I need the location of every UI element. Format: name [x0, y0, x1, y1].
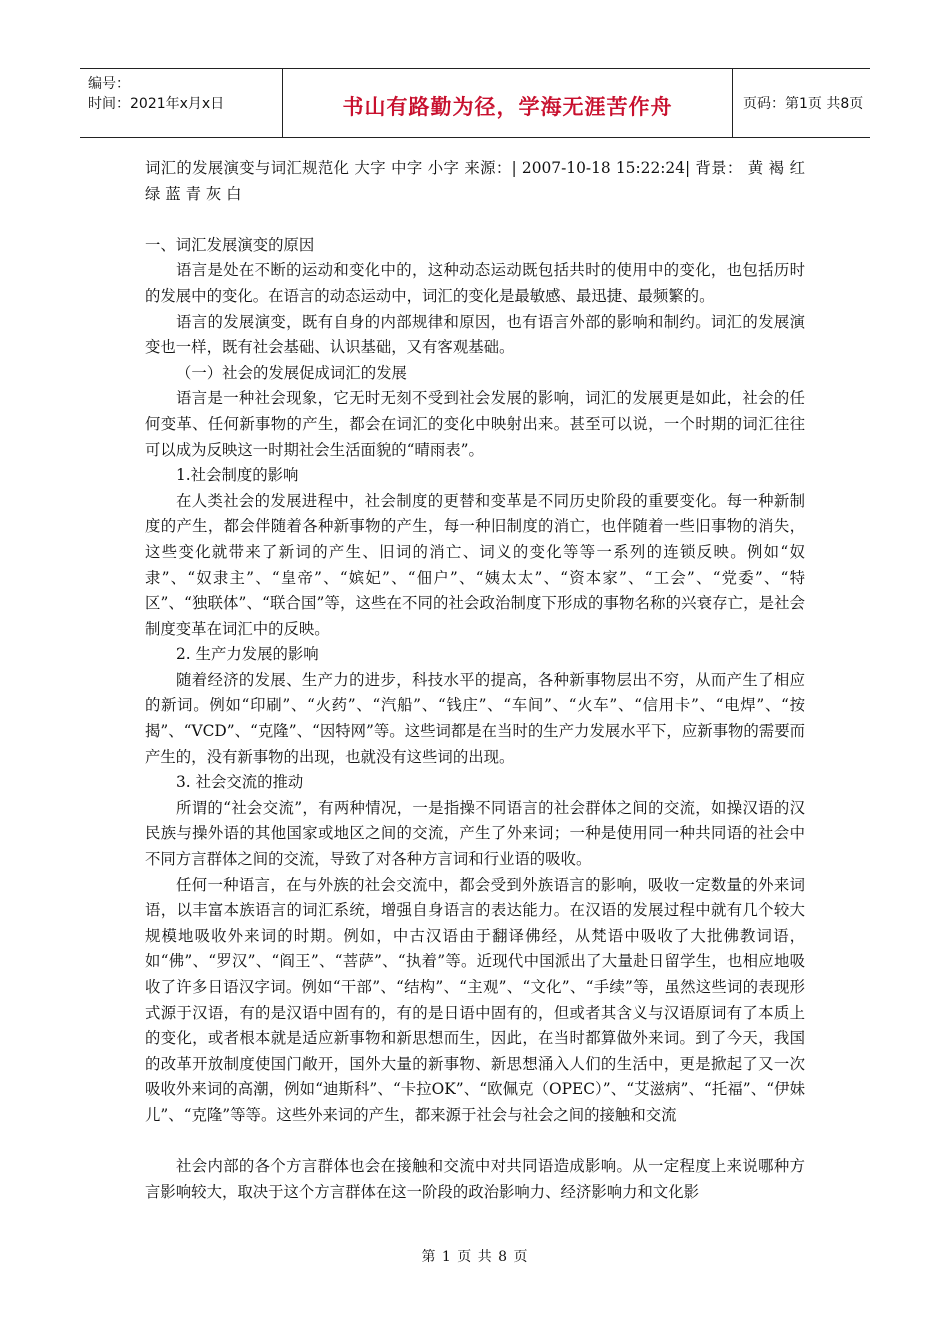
- header-meta-cell: [80, 69, 283, 137]
- time-label: 时间：2021年x月x日: [88, 96, 225, 112]
- paragraph: 3. 社会交流的推动: [176, 773, 304, 792]
- paragraph: 任何一种语言，在与外族的社会交流中，都会受到外族语言的影响，吸收一定数量的外来词语，以丰富本族语言的词汇系统，增强自身语言的表达能力。在汉语的发展过程中就有几个较大规模地吸收外来词的时期。例如，中古汉语由于翻译佛经，从梵语中吸收了大批佛教词语，如“佛”、“罗汉”、“阎王”、“菩萨”、“执着”等。近现代中国派出了大量赴日留学生，也相应地吸收了许多日语汉字词。例如“干部”、“结构”、“主观”、“文化”、“手续”等，虽然这些词的表现形式源于汉语，有的是汉语中固有的，有的是日语中固有的，但或者其含义与汉语原词有了本质上的变化，或者根本就是适应新事物和新思想而生，因此，在当时都算做外来词。到了今天，我国的改革开放制度使国门敞开，国外大量的新事物、新思想涌入人们的生活中，更是掀起了又一次吸收外来词的高潮，例如“迪斯科”、“卡拉OK”、“欧佩克（OPEC）”、“艾滋病”、“托福”、“伊妹儿”、“克隆”等等。这些外来词的产生，都来源于社会与社会之间的接触和交流: [145, 875, 805, 1124]
- paragraph: 随着经济的发展、生产力的进步，科技水平的提高，各种新事物层出不穷，从而产生了相应的新词。例如“印刷”、“火药”、“汽船”、“钱庄”、“车间”、“火车”、“信用卡”、“电焊”、“按揭”、“VCD”、“克隆”、“因特网”等。这些词都是在当时的生产力发展水平下，应新事物的需要而产生的，没有新事物的出现，也就没有这些词的出现。: [145, 670, 805, 766]
- paragraph: 1.社会制度的影响: [176, 466, 299, 485]
- paragraph: 2. 生产力发展的影响: [176, 645, 319, 664]
- subsection-heading: （一）社会的发展促成词汇的发展: [176, 363, 407, 382]
- blank-line: [145, 1129, 805, 1155]
- header-motto-cell: [283, 69, 733, 137]
- motto: 书山有路勤为径，学海无涯苦作舟: [342, 95, 673, 119]
- section-heading: 一、词汇发展演变的原因: [145, 235, 315, 254]
- paragraph: 语言是一种社会现象，它无时无刻不受到社会发展的影响，词汇的发展更是如此，社会的任何变革、任何新事物的产生，都会在词汇的变化中映射出来。甚至可以说，一个时期的词汇往往可以成为反映这一时期社会生活面貌的“晴雨表”。: [145, 389, 805, 459]
- paragraph: 语言是处在不断的运动和变化中的，这种动态运动既包括共时的使用中的变化，也包括历时的发展中的变化。在语言的动态运动中，词汇的变化是最敏感、最迅捷、最频繁的。: [145, 261, 805, 305]
- article-body: [145, 156, 805, 1205]
- serial-label: 编号：: [88, 76, 130, 92]
- paragraph: 语言的发展演变，既有自身的内部规律和原因，也有语言外部的影响和制约。词汇的发展演变也一样，既有社会基础、认识基础，又有客观基础。: [145, 312, 805, 357]
- header-page-cell: [733, 69, 870, 137]
- article-title-line: 词汇的发展演变与词汇规范化 大字 中字 小字 来源：| 2007-10-18 15:22:24| 背景： 黄 褐 红 绿 蓝 青 灰 白: [145, 159, 805, 203]
- page-header: [80, 68, 870, 138]
- paragraph: 所谓的“社会交流”，有两种情况，一是指操不同语言的社会群体之间的交流，如操汉语的汉民族与操外语的其他国家或地区之间的交流，产生了外来词；一种是使用同一种共同语的社会中不同方言群体之间的交流，导致了对各种方言词和行业语的吸收。: [145, 798, 805, 869]
- paragraph: 在人类社会的发展进程中，社会制度的更替和变革是不同历史阶段的重要变化。每一种新制度的产生，都会伴随着各种新事物的产生，每一种旧制度的消亡，也伴随着一些旧事物的消失，这些变化就带来了新词的产生、旧词的消亡、词义的变化等等一系列的连锁反映。例如“奴隶”、“奴隶主”、“皇帝”、“嫔妃”、“佃户”、“姨太太”、“资本家”、“工会”、“党委”、“特区”、“独联体”、“联合国”等，这些在不同的社会政治制度下形成的事物名称的兴衰存亡，是社会制度变革在词汇中的反映。: [145, 491, 805, 638]
- page-footer: 第 1 页 共 8 页: [421, 1249, 529, 1265]
- paragraph: 社会内部的各个方言群体也会在接触和交流中对共同语造成影响。从一定程度上来说哪种方言影响较大，取决于这个方言群体在这一阶段的政治影响力、经济影响力和文化影: [145, 1157, 805, 1201]
- paragraph-list: [145, 207, 805, 1205]
- blank-line: [145, 207, 805, 233]
- page-number-label: 页码：第1页 共8页: [743, 96, 864, 112]
